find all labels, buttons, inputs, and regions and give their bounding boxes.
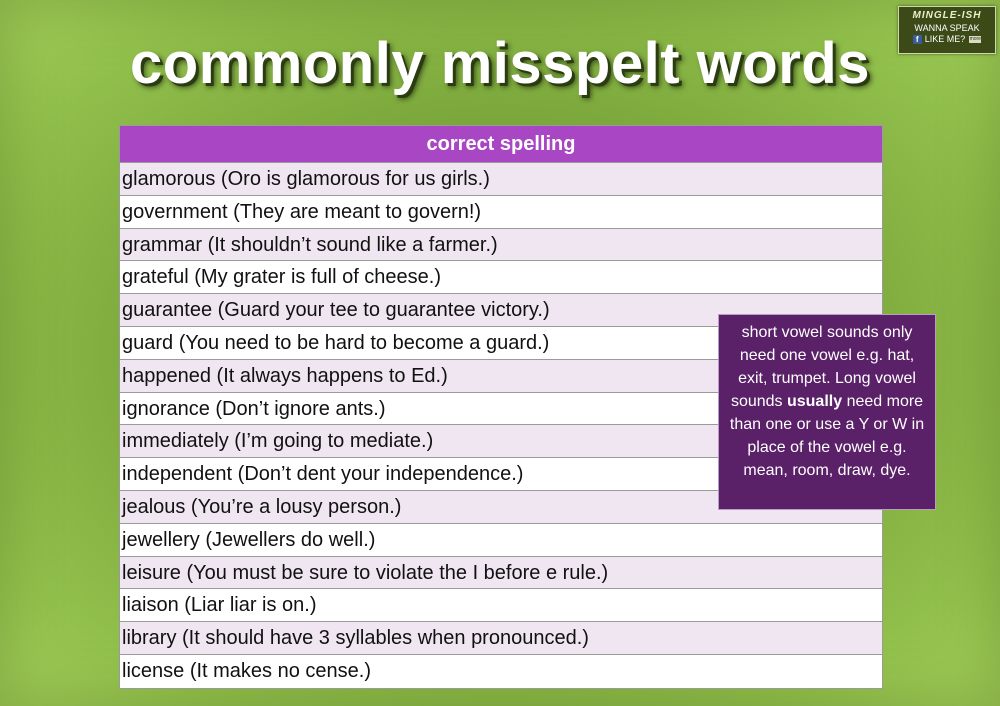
table-row: license (It makes no cense.) — [120, 655, 882, 688]
more-badge: more — [969, 36, 981, 43]
facebook-icon: f — [913, 35, 922, 44]
mingle-ish-logo[interactable] — [898, 6, 996, 54]
logo-brand: MINGLE-ISH — [912, 10, 982, 21]
note-text-before: short vowel sounds only need one vowel e.g. hat, exit, trumpet. Long vowel sounds — [730, 324, 916, 410]
table-header: correct spelling — [120, 126, 882, 163]
table-row: grateful (My grater is full of cheese.) — [120, 261, 882, 294]
table-row: guard (You need to be hard to become a guard.) — [120, 327, 882, 360]
table-row: jewellery (Jewellers do well.) — [120, 524, 882, 557]
table-row: government (They are meant to govern!) — [120, 196, 882, 229]
note-text-after: need more than one or use a Y or W in place of the vowel e.g. mean, room, draw, dye. — [729, 393, 925, 479]
logo-line-2: LIKE ME? — [924, 34, 966, 44]
logo-line-1: WANNA SPEAK — [914, 23, 980, 33]
table-row: ignorance (Don’t ignore ants.) — [120, 393, 882, 426]
table-row: library (It should have 3 syllables when pronounced.) — [120, 622, 882, 655]
table-row: jealous (You’re a lousy person.) — [120, 491, 882, 524]
table-row: independent (Don’t dent your independence.) — [120, 458, 882, 491]
table-row: liaison (Liar liar is on.) — [120, 589, 882, 622]
note-emphasis: usually — [786, 393, 843, 410]
table-row: happened (It always happens to Ed.) — [120, 360, 882, 393]
vowel-note — [718, 314, 936, 510]
table-row: grammar (It shouldn’t sound like a farmer.) — [120, 229, 882, 262]
table-row: immediately (I’m going to mediate.) — [120, 425, 882, 458]
table-row: guarantee (Guard your tee to guarantee victory.) — [120, 294, 882, 327]
page-title: commonly misspelt words — [130, 31, 870, 96]
table-row: leisure (You must be sure to violate the I before e rule.) — [120, 557, 882, 590]
table-row: glamorous (Oro is glamorous for us girls.) — [120, 163, 882, 196]
